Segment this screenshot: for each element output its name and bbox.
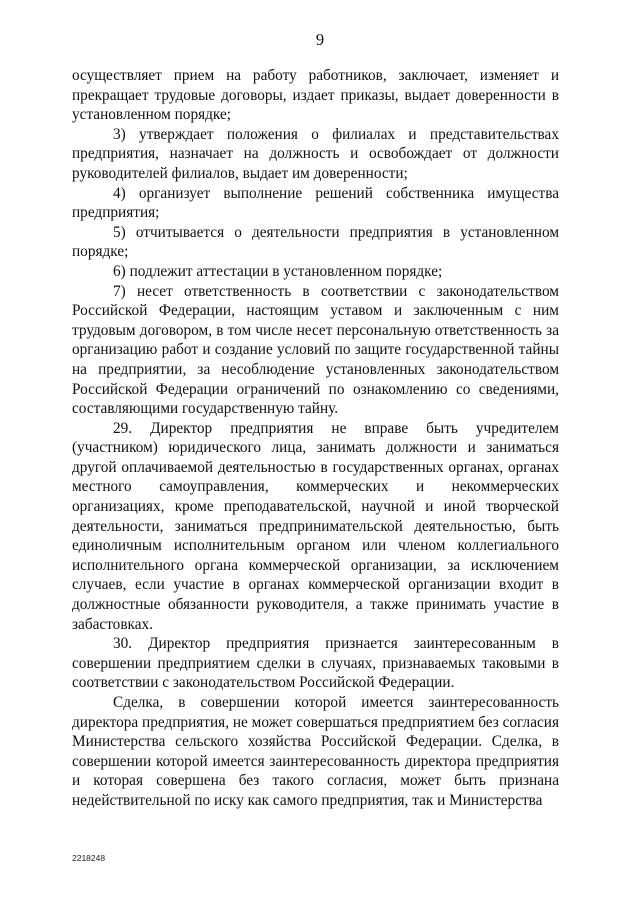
paragraph-item-4: 4) организует выполнение решений собственника имущества предприятия; [72,184,559,222]
paragraph-item-5: 5) отчитывается о деятельности предприятия в установленном порядке; [72,223,559,261]
paragraph-transaction: Сделка, в совершении которой имеется заинтересованность директора предприятия, не может совершаться предприятием без согласия Министерства сельского хозяйства Российской Федерации. Сделка, в совершении которой имеется заинтересованность директора предприятия и которая совершена без такого согласия, может быть признана недействительной по иску как самого предприятия, так и Министерства [72,694,559,809]
document-code: 2218248 [72,853,106,863]
paragraph-item-3: 3) утверждает положения о филиалах и представительствах предприятия, назначает на должность и освобождает от должности руководителей филиалов, выдает им доверенности; [72,125,559,182]
page-number: 9 [315,30,325,49]
document-body [72,66,559,811]
paragraph-clause-30: 30. Директор предприятия признается заинтересованным в совершении предприятием сделки в случаях, признаваемых таковыми в соответствии с законодательством Российской Федерации. [72,635,559,692]
paragraph-continuation: осуществляет прием на работу работников, заключает, изменяет и прекращает трудовые договоры, издает приказы, выдает доверенности в установленном порядке; [72,67,559,124]
paragraph-clause-29: 29. Директор предприятия не вправе быть учредителем (участником) юридического лица, занимать должности и заниматься другой оплачиваемой деятельностью в государственных органах, органах местного самоуправления, коммерческих и некоммерческих организациях, кроме преподавательской, научной и иной творческой деятельности, заниматься предпринимательской деятельностью, быть единоличным исполнительным органом или членом коллегиального исполнительного органа коммерческой организации, за исключением случаев, если участие в органах коммерческой организации входит в должностные обязанности руководителя, а также принимать участие в забастовках. [72,419,559,633]
paragraph-item-6: 6) подлежит аттестации в установленном порядке; [113,262,443,280]
paragraph-item-7: 7) несет ответственность в соответствии с законодательством Российской Федерации, настоящим уставом и заключенным с ним трудовым договором, в том числе несет персональную ответственность за организацию работ и создание условий по защите государственной тайны на предприятии, за несоблюдение установленных законодательством Российской Федерации ограничений по ознакомлению со сведениями, составляющими государственную тайну. [72,282,559,418]
